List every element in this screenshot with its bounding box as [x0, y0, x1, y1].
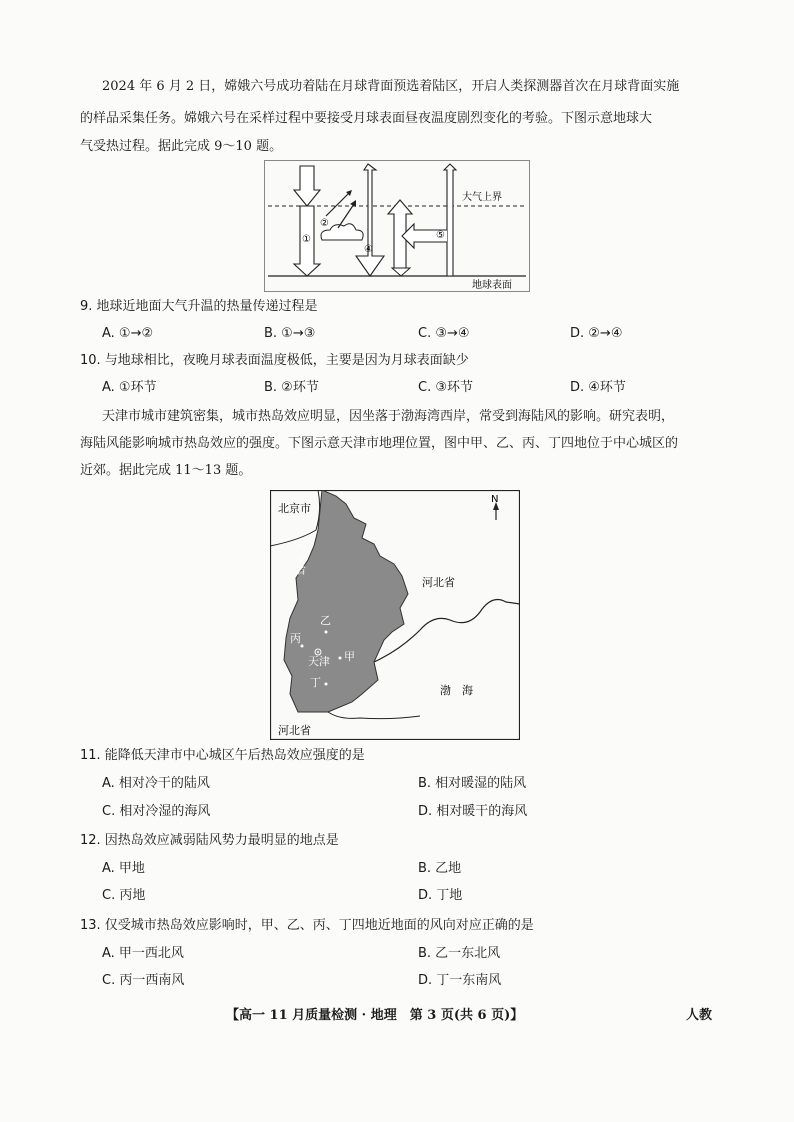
question-11-option-c[interactable]: C. 相对冷湿的海风 — [102, 804, 211, 819]
label-yi: 乙 — [320, 614, 331, 627]
intro2-line-1: 天津市城市建筑密集，城市热岛效应明显，因坐落于渤海湾西岸，常受到海陆风的影响。研究表明， — [102, 409, 675, 424]
label-arrow-5: ⑤ — [436, 230, 445, 241]
question-9-stem: 9. 地球近地面大气升温的热量传递过程是 — [80, 299, 318, 314]
question-12-option-d[interactable]: D. 丁地 — [418, 888, 463, 903]
intro1-line-2: 的样品采集任务。嫦娥六号在采样过程中要接受月球表面昼夜温度剧烈变化的考验。下图示意地球大 — [80, 111, 653, 126]
question-10-option-a[interactable]: A. ①环节 — [102, 380, 157, 395]
question-13-option-d[interactable]: D. 丁一东南风 — [418, 973, 502, 988]
label-arrow-4: ④ — [364, 244, 373, 255]
label-hebei-left — [296, 541, 306, 577]
label-bing: 丙 — [290, 632, 301, 645]
label-bohai-sea: 渤 海 — [440, 684, 473, 697]
question-12-option-c[interactable]: C. 丙地 — [102, 888, 146, 903]
question-9-option-d[interactable]: D. ②→④ — [570, 326, 623, 341]
label-arrow-1: ① — [302, 234, 311, 245]
tianjin-location-map — [270, 490, 520, 740]
label-tianjin: 天津 — [308, 655, 330, 668]
svg-text:河: 河 — [296, 542, 306, 553]
label-beijing: 北京市 — [278, 502, 311, 515]
svg-text:省: 省 — [296, 566, 306, 577]
question-10-option-b[interactable]: B. ②环节 — [264, 380, 319, 395]
question-12-option-a[interactable]: A. 甲地 — [102, 861, 145, 876]
question-9-option-b[interactable]: B. ①→③ — [264, 326, 316, 341]
question-13-option-b[interactable]: B. 乙一东北风 — [418, 946, 501, 961]
edition-label: 人教 — [686, 1008, 713, 1023]
question-11-option-b[interactable]: B. 相对暖湿的陆风 — [418, 776, 527, 791]
question-10-option-d[interactable]: D. ④环节 — [570, 380, 626, 395]
question-12-option-b[interactable]: B. 乙地 — [418, 861, 462, 876]
question-11-option-d[interactable]: D. 相对暖干的海风 — [418, 804, 528, 819]
label-ding: 丁 — [310, 676, 321, 689]
question-13-option-a[interactable]: A. 甲一西北风 — [102, 946, 184, 961]
question-10-stem: 10. 与地球相比，夜晚月球表面温度极低，主要是因为月球表面缺少 — [80, 353, 469, 368]
intro2-line-3: 近郊。据此完成 11～13 题。 — [80, 463, 252, 478]
page-footer: 【高一 11 月质量检测 · 地理 第 3 页(共 6 页)】 — [226, 1008, 524, 1023]
question-9-option-a[interactable]: A. ①→② — [102, 326, 154, 341]
question-9-option-c[interactable]: C. ③→④ — [418, 326, 470, 341]
svg-text:N: N — [491, 494, 499, 505]
label-earth-surface: 地球表面 — [472, 280, 512, 291]
atmosphere-heating-diagram — [264, 160, 530, 292]
label-jia: 甲 — [344, 650, 355, 663]
label-hebei-bottom: 河北省 — [278, 724, 311, 737]
question-13-stem: 13. 仅受城市热岛效应影响时，甲、乙、丙、丁四地近地面的风向对应正确的是 — [80, 918, 534, 933]
question-11-stem: 11. 能降低天津市中心城区午后热岛效应强度的是 — [80, 748, 365, 763]
question-13-option-c[interactable]: C. 丙一西南风 — [102, 973, 185, 988]
question-10-option-c[interactable]: C. ③环节 — [418, 380, 473, 395]
svg-text:北: 北 — [296, 554, 306, 565]
intro1-line-1: 2024 年 6 月 2 日，嫦娥六号成功着陆在月球背面预选着陆区，开启人类探测器首次在月球背面实施 — [102, 79, 680, 94]
intro2-line-2: 海陆风能影响城市热岛效应的强度。下图示意天津市地理位置，图中甲、乙、丙、丁四地位于中心城区的 — [80, 436, 679, 451]
question-12-stem: 12. 因热岛效应减弱陆风势力最明显的地点是 — [80, 833, 339, 848]
question-11-option-a[interactable]: A. 相对冷干的陆风 — [102, 776, 210, 791]
label-atmosphere-top: 大气上界 — [462, 192, 502, 203]
label-hebei-top: 河北省 — [422, 576, 455, 589]
intro1-line-3: 气受热过程。据此完成 9～10 题。 — [80, 139, 283, 154]
label-arrow-2: ② — [320, 218, 329, 229]
